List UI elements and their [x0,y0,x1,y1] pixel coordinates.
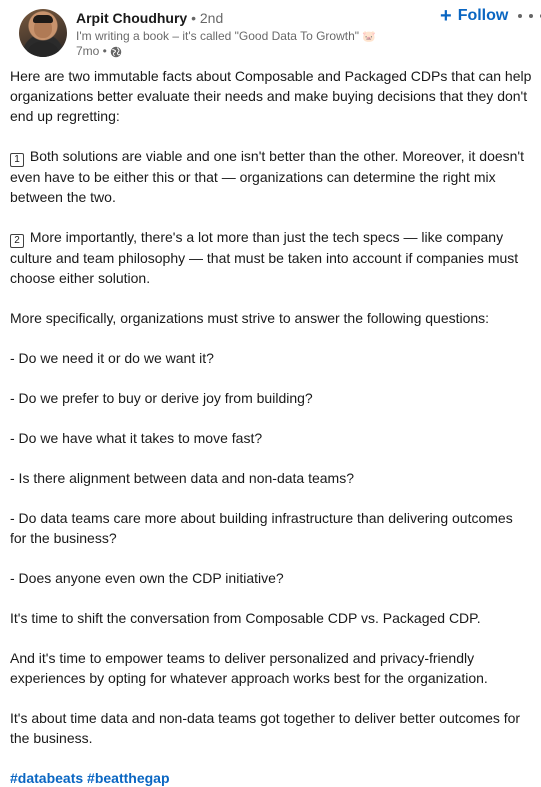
keycap-one-icon: 1 [10,153,24,167]
follow-button[interactable] [436,4,512,28]
post-time: 7mo • [76,44,107,58]
question-item: - Do we have what it takes to move fast? [10,430,263,446]
hashtags [10,768,532,787]
closing-1: It's time to shift the conversation from Composable CDP vs. Packaged CDP. [10,610,481,626]
globe-icon [110,46,122,58]
post-fact-2 [10,227,532,288]
author-headline [76,29,376,45]
closing-2: And it's time to empower teams to deliver personalized and privacy-friendly experiences by opting for whatever approach works best for the organization. [10,650,488,686]
questions-intro: More specifically, organizations must strive to answer the following questions: [10,310,490,326]
author-name-row [76,9,223,27]
question-item: - Is there alignment between data and non-data teams? [10,470,354,486]
avatar[interactable] [19,9,67,57]
ellipsis-icon [529,14,533,18]
plus-icon: + [440,5,452,27]
post-body [10,66,532,787]
closing-3: It's about time data and non-data teams got together to deliver better outcomes for the business. [10,710,521,746]
question-item: - Do data teams care more about building infrastructure than delivering outcomes for the business? [10,510,513,546]
keycap-two-icon: 2 [10,234,24,248]
ellipsis-icon [518,14,522,18]
author-headline-text: I'm writing a book – it's called "Good Data To Growth" [76,29,360,43]
hashtag-beatthegap[interactable]: #beatthegap [87,770,170,786]
follow-label: Follow [457,7,509,24]
author-name[interactable]: Arpit Choudhury [76,10,188,26]
question-item: - Does anyone even own the CDP initiative? [10,570,284,586]
post-intro: Here are two immutable facts about Composable and Packaged CDPs that can help organizations better evaluate their needs and make buying decisions that they don't end up regretting: [10,68,532,124]
more-options-button[interactable] [518,6,541,26]
question-item: - Do we need it or do we want it? [10,350,214,366]
post-fact-2-text: More importantly, there's a lot more than just the tech specs — like company culture and team philosophy — that must be taken into account if companies must choose either solution. [10,229,519,286]
hashtag-databeats[interactable]: #databeats [10,770,84,786]
post-fact-1-text: Both solutions are viable and one isn't better than the other. Moreover, it doesn't even have to be either this or that — organizations can determine the right mix between the two. [10,148,524,205]
pig-emoji: 🐷 [362,31,377,43]
question-item: - Do we prefer to buy or derive joy from building? [10,390,313,406]
avatar-shirt [25,41,61,57]
connection-degree: • 2nd [191,10,224,26]
post-meta [76,44,122,59]
post-header [10,0,531,64]
avatar-hair [33,15,53,23]
post-fact-1 [10,146,532,207]
